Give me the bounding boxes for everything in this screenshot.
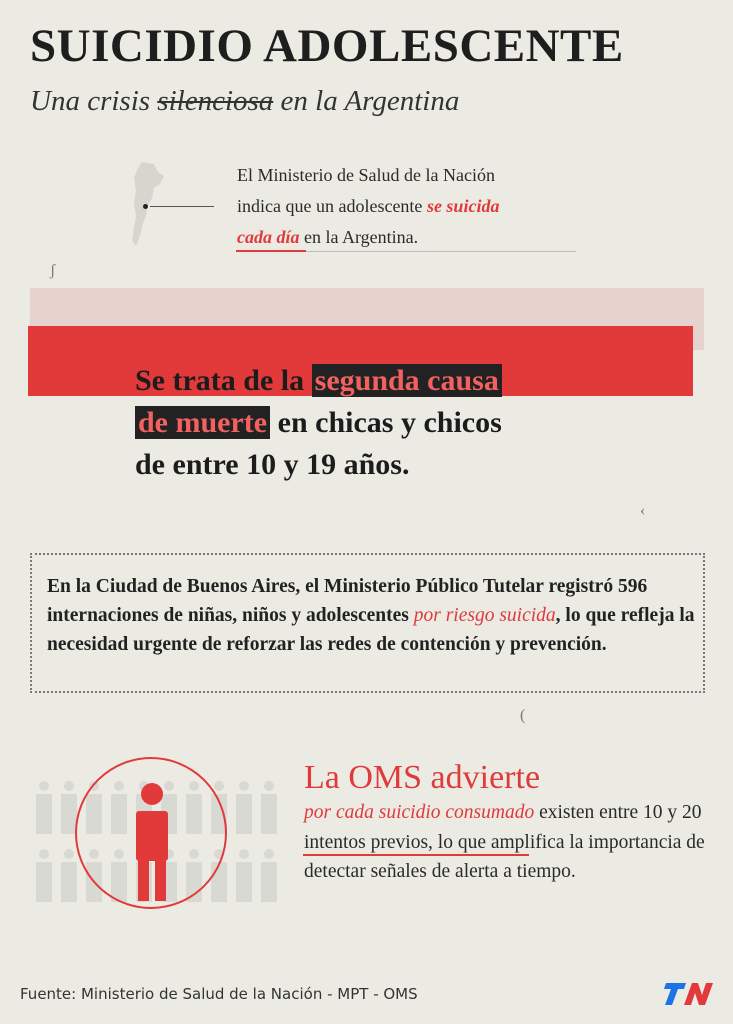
oms-underlined: 10 y 20 intentos previos bbox=[304, 802, 702, 853]
crowd-person-icon bbox=[36, 781, 52, 834]
headline-dark-1: segunda causa bbox=[312, 364, 502, 397]
stat-text bbox=[47, 572, 697, 659]
decorative-mark: ‹ bbox=[640, 502, 646, 519]
oms-highlight: por cada suicidio consumado bbox=[304, 802, 535, 823]
intro-text bbox=[237, 160, 657, 253]
headline-dark-2: de muerte bbox=[135, 406, 270, 439]
leader-line bbox=[150, 206, 214, 207]
leader-dot bbox=[143, 204, 148, 209]
oms-text bbox=[304, 798, 714, 887]
intro-line-2 bbox=[237, 191, 657, 222]
headline-block bbox=[135, 360, 695, 486]
headline-part-2: en chicas y chicos bbox=[270, 406, 502, 439]
crowd-person-icon bbox=[236, 849, 252, 902]
subtitle-tail: en la Argentina bbox=[273, 85, 460, 117]
stat-highlight: por riesgo suicida bbox=[413, 605, 556, 626]
stat-text-after: , lo que refleja la necesidad urgente de reforzar las redes de contención y prevención. bbox=[47, 605, 695, 655]
crowd-person-icon bbox=[236, 781, 252, 834]
subtitle-lead: Una crisis bbox=[30, 85, 158, 117]
decorative-mark: ʃ bbox=[50, 262, 56, 279]
crowd-person-icon bbox=[36, 849, 52, 902]
oms-text-2: , lo que amplifica la importancia de detectar señales de alerta a tiempo. bbox=[304, 831, 705, 882]
crowd-person-icon bbox=[261, 849, 277, 902]
source-credit: Fuente: Ministerio de Salud de la Nación - MPT - OMS bbox=[20, 985, 418, 1003]
oms-underline bbox=[303, 854, 529, 856]
headline-part-1: Se trata de la bbox=[135, 364, 312, 397]
intro-highlight-1: se suicida bbox=[426, 196, 500, 216]
intro-underline-accent bbox=[236, 250, 306, 252]
stat-text-before: En la Ciudad de Buenos Aires, el Ministerio Público Tutelar registró 596 internaciones de niñas, niños y adolescentes bbox=[47, 576, 648, 626]
intro-line-1: El Ministerio de Salud de la Nación bbox=[237, 165, 495, 185]
oms-text-1: existen entre bbox=[534, 802, 644, 823]
crowd-person-icon bbox=[261, 781, 277, 834]
page-subtitle bbox=[30, 83, 720, 119]
intro-line-3 bbox=[237, 222, 657, 253]
page-title: SUICIDIO ADOLESCENTE bbox=[30, 20, 624, 72]
intro-line-3-text: en la Argentina. bbox=[299, 227, 419, 247]
intro-underline bbox=[306, 251, 576, 252]
headline-line-2 bbox=[135, 402, 695, 444]
intro-highlight-2: cada día bbox=[237, 227, 300, 247]
subtitle-struck-word: silenciosa bbox=[157, 85, 274, 117]
tn-logo bbox=[660, 980, 716, 1008]
intro-line-2-text: indica que un adolescente bbox=[237, 196, 427, 216]
crowd-person-icon bbox=[61, 849, 77, 902]
oms-title: La OMS advierte bbox=[304, 759, 541, 796]
person-icon bbox=[130, 783, 174, 901]
decorative-mark: ( bbox=[520, 707, 526, 724]
headline-line-3: de entre 10 y 19 años. bbox=[135, 448, 410, 481]
headline-line-1 bbox=[135, 360, 695, 402]
